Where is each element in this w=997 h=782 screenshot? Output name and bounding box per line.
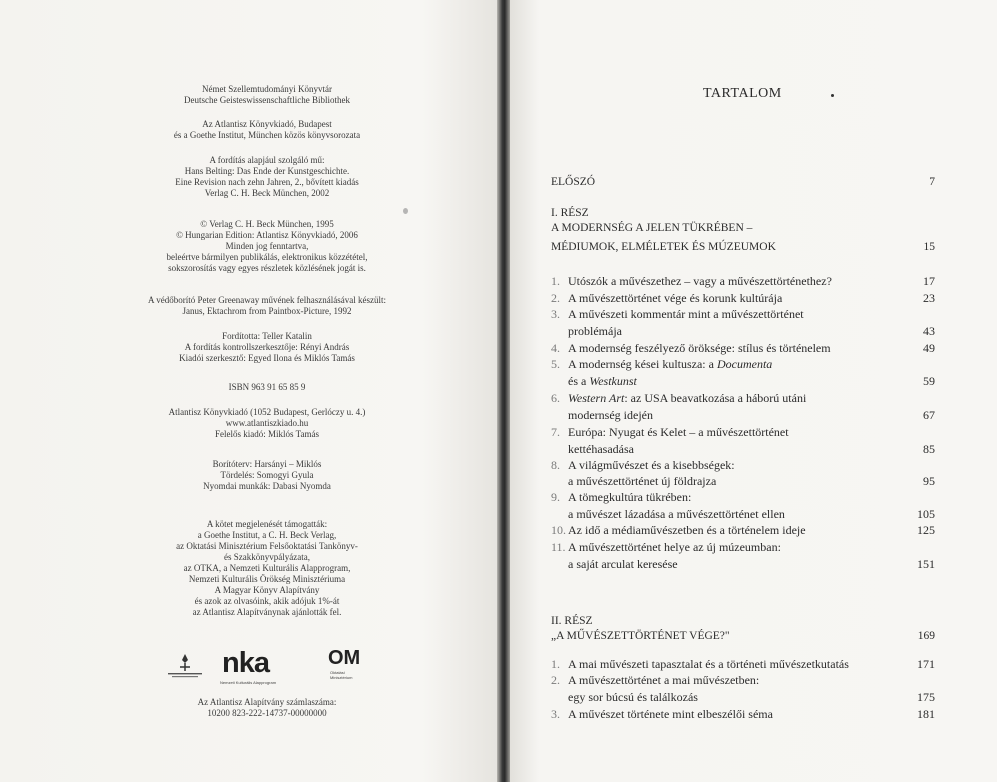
om-logo: OM — [328, 647, 361, 669]
toc-page-number: 181 — [917, 707, 935, 721]
toc-entry-number: 1. — [551, 274, 560, 288]
nka-logo: nka — [222, 647, 269, 679]
toc-entry-text: A modernség feszélyező öröksége: stílus és történelem — [568, 341, 831, 355]
toc-entry-text: A művészettörténet helye az új múzeumban: — [568, 540, 781, 554]
colophon-line: A fordítás alapjául szolgáló mű: — [209, 155, 325, 165]
colophon-line: Nyomdai munkák: Dabasi Nyomda — [203, 481, 331, 491]
om-logo-caption: Oktatási Minisztérium — [330, 670, 353, 680]
toc-entry-text: A művészeti kommentár mint a művészettörténet — [568, 307, 804, 321]
toc-entry-text: MÉDIUMOK, ELMÉLETEK ÉS MÚZEUMOK — [551, 241, 776, 253]
toc-page-number: 171 — [917, 657, 935, 671]
toc-page-number: 17 — [923, 274, 935, 288]
colophon-line: az OTKA, a Nemzeti Kulturális Alapprogram, — [183, 563, 351, 573]
toc-entry-number: 5. — [551, 357, 560, 371]
toc-entry-text: I. RÉSZ — [551, 207, 589, 219]
toc-entry — [551, 291, 935, 306]
toc-page-number: 15 — [923, 241, 935, 253]
colophon-block — [60, 331, 474, 364]
toc-entry — [551, 324, 935, 339]
colophon-line: ISBN 963 91 65 85 9 — [228, 382, 306, 392]
toc-entry — [551, 374, 935, 389]
toc-entry-text: „A MŰVÉSZETTÖRTÉNET VÉGE?" — [551, 630, 730, 642]
colophon-block — [60, 382, 474, 393]
toc-entry-text: a saját arculat keresése — [568, 557, 678, 571]
toc-entry-number: 8. — [551, 458, 560, 472]
colophon-line: Kiadói szerkesztő: Egyed Ilona és Miklós Tamás — [179, 353, 355, 363]
colophon-line: A fordítás kontrollszerkesztője: Rényi András — [184, 342, 350, 352]
toc-entry — [551, 657, 935, 672]
toc-page-number: 43 — [923, 324, 935, 338]
colophon-line: beleértve bármilyen publikálás, elektronikus közzététel, — [166, 252, 368, 262]
colophon-block — [60, 295, 474, 317]
toc-entry-text: problémája — [568, 324, 622, 338]
colophon-line: és azok az olvasóink, akik adójuk 1%-át — [194, 596, 340, 606]
toc-page-number: 105 — [917, 507, 935, 521]
colophon-block — [60, 697, 474, 719]
ministry-seal-logo — [160, 651, 210, 686]
colophon-block — [60, 84, 474, 106]
toc-entry-text: egy sor búcsú és találkozás — [568, 690, 698, 704]
toc-entry — [551, 557, 935, 572]
toc-entry-text: A művészet története mint elbeszélői séma — [568, 707, 773, 721]
toc-section-heading — [551, 629, 935, 644]
colophon-line: Eine Revision nach zehn Jahren, 2., bővített kiadás — [175, 177, 359, 187]
toc-section-heading — [551, 240, 935, 255]
toc-page-number: 169 — [917, 630, 935, 642]
toc-entry-number: 4. — [551, 341, 560, 355]
toc-entry-text: A modernség kései kultusza: a Documenta — [568, 357, 773, 371]
toc-entry-text: a művészet lázadása a művészettörténet ellen — [568, 507, 785, 521]
toc-entry-number: 3. — [551, 707, 560, 721]
toc-entry-number: 9. — [551, 490, 560, 504]
toc-entry-text: A tömegkultúra tükrében: — [568, 490, 692, 504]
colophon-line: A védőborító Peter Greenaway művének felhasználásával készült: — [148, 295, 386, 305]
toc-entry-number: 1. — [551, 657, 560, 671]
toc-page-number: 67 — [923, 408, 935, 422]
toc-entry-number: 3. — [551, 307, 560, 321]
toc-page-number: 7 — [929, 176, 935, 188]
toc-page-number: 95 — [923, 474, 935, 488]
colophon-line: Minden jog fenntartva, — [225, 241, 309, 251]
toc-entry-text: A művészettörténet vége és korunk kultúrája — [568, 291, 783, 305]
toc-page-number: 59 — [923, 374, 935, 388]
colophon-line: © Verlag C. H. Beck München, 1995 — [200, 219, 334, 229]
colophon-line: Tördelés: Somogyi Gyula — [220, 470, 314, 480]
toc-entry-text: a művészettörténet új földrajza — [568, 474, 717, 488]
colophon-line: az Oktatási Minisztérium Felsőoktatási Tankönyv- — [176, 541, 358, 551]
toc-entry — [551, 391, 935, 406]
colophon-line: és Szakkönyvpályázata, — [224, 552, 310, 562]
colophon-line: Deutsche Geisteswissenschaftliche Bibliothek — [184, 95, 350, 105]
toc-entry — [551, 442, 935, 457]
toc-entry — [551, 274, 935, 289]
toc-entry-text: A mai művészeti tapasztalat és a történeti művészetkutatás — [568, 657, 849, 671]
colophon-block — [60, 119, 474, 141]
colophon-line: Borítóterv: Harsányi – Miklós — [212, 459, 322, 469]
page-mark — [831, 94, 834, 97]
colophon-line: Fordította: Teller Katalin — [222, 331, 312, 341]
toc-entry — [551, 673, 935, 688]
colophon-line: Nemzeti Kulturális Örökség Minisztériuma — [188, 574, 346, 584]
toc-entry-text: Európa: Nyugat és Kelet – a művészettörténet — [568, 425, 789, 439]
toc-entry-text: A világművészet és a kisebbségek: — [568, 458, 735, 472]
colophon-line: Az Atlantisz Könyvkiadó, Budapest — [202, 119, 332, 129]
toc-entry — [551, 523, 935, 538]
colophon-line: Az Atlantisz Alapítvány számlaszáma: — [197, 697, 337, 707]
toc-entry — [551, 707, 935, 722]
toc-page-number: 85 — [923, 442, 935, 456]
toc-section-heading — [551, 175, 935, 190]
colophon-block — [60, 519, 474, 618]
toc-entry-text: Western Art: az USA beavatkozása a háború utáni — [568, 391, 807, 405]
toc-entry — [551, 458, 935, 473]
page-mark — [403, 208, 408, 214]
toc-entry-text: A művészettörténet a mai művészetben: — [568, 673, 760, 687]
toc-entry — [551, 474, 935, 489]
toc-entry-text: II. RÉSZ — [551, 615, 593, 627]
toc-entry — [551, 307, 935, 322]
toc-page-number: 23 — [923, 291, 935, 305]
toc-entry-number: 10. — [551, 523, 566, 537]
colophon-line: a Goethe Institut, a C. H. Beck Verlag, — [197, 530, 337, 540]
sponsor-logos — [160, 647, 390, 687]
toc-entry — [551, 490, 935, 505]
toc-entry — [551, 408, 935, 423]
toc-entry-text: A MODERNSÉG A JELEN TÜKRÉBEN – — [551, 222, 753, 234]
colophon-line: az Atlantisz Alapítványnak ajánlották fel. — [192, 607, 342, 617]
toc-section-heading — [551, 206, 935, 221]
colophon-line: Janus, Ektachrom from Paintbox-Picture, 1992 — [182, 306, 352, 316]
colophon-line: sokszorosítás vagy egyes részletek közlésének jogát is. — [168, 263, 366, 273]
colophon-line: A Magyar Könyv Alapítvány — [214, 585, 320, 595]
colophon-line: © Hungarian Edition: Atlantisz Könyvkiadó, 2006 — [176, 230, 358, 240]
toc-entry-text: Az idő a médiaművészetben és a történelem ideje — [568, 523, 806, 537]
toc-entry — [551, 507, 935, 522]
toc-section-heading — [551, 614, 935, 629]
toc-entry-text: ELŐSZÓ — [551, 176, 596, 188]
colophon-line: www.atlantiszkiado.hu — [225, 418, 309, 428]
toc-entry-number: 7. — [551, 425, 560, 439]
colophon-block — [60, 459, 474, 492]
toc-entry-number: 6. — [551, 391, 560, 405]
toc-entry — [551, 540, 935, 555]
colophon-line: A kötet megjelenését támogatták: — [206, 519, 328, 529]
toc-entry-number: 2. — [551, 291, 560, 305]
colophon-line: Német Szellemtudományi Könyvtár — [202, 84, 332, 94]
book-gutter — [497, 0, 510, 782]
toc-entry-text: Utószók a művészethez – vagy a művészettörténethez? — [568, 274, 832, 288]
colophon-block — [60, 407, 474, 440]
colophon-block — [60, 155, 474, 199]
toc-page-number: 151 — [917, 557, 935, 571]
toc-section-heading — [551, 221, 935, 236]
toc-page-number: 125 — [917, 523, 935, 537]
toc-page-number: 175 — [917, 690, 935, 704]
toc-entry — [551, 425, 935, 440]
toc-entry — [551, 357, 935, 372]
toc-page-number: 49 — [923, 341, 935, 355]
toc-entry — [551, 341, 935, 356]
colophon-line: Hans Belting: Das Ende der Kunstgeschichte. — [184, 166, 350, 176]
colophon-line: 10200 823-222-14737-00000000 — [207, 708, 327, 718]
colophon-block — [60, 219, 474, 274]
toc-entry — [551, 690, 935, 705]
toc-title: TARTALOM — [703, 86, 782, 101]
colophon-line: Verlag C. H. Beck München, 2002 — [204, 188, 330, 198]
colophon-line: Atlantisz Könyvkiadó (1052 Budapest, Gerlóczy u. 4.) — [168, 407, 366, 417]
toc-entry-number: 11. — [551, 540, 566, 554]
nka-logo-caption: Nemzeti Kulturális Alapprogram — [220, 680, 277, 685]
toc-entry-text: modernség idején — [568, 408, 653, 422]
toc-entry-text: kettéhasadása — [568, 442, 634, 456]
toc-entry-number: 2. — [551, 673, 560, 687]
colophon-line: Felelős kiadó: Miklós Tamás — [215, 429, 319, 439]
toc-entry-text: és a Westkunst — [568, 374, 637, 388]
colophon-line: és a Goethe Institut, München közös könyvsorozata — [173, 130, 361, 140]
